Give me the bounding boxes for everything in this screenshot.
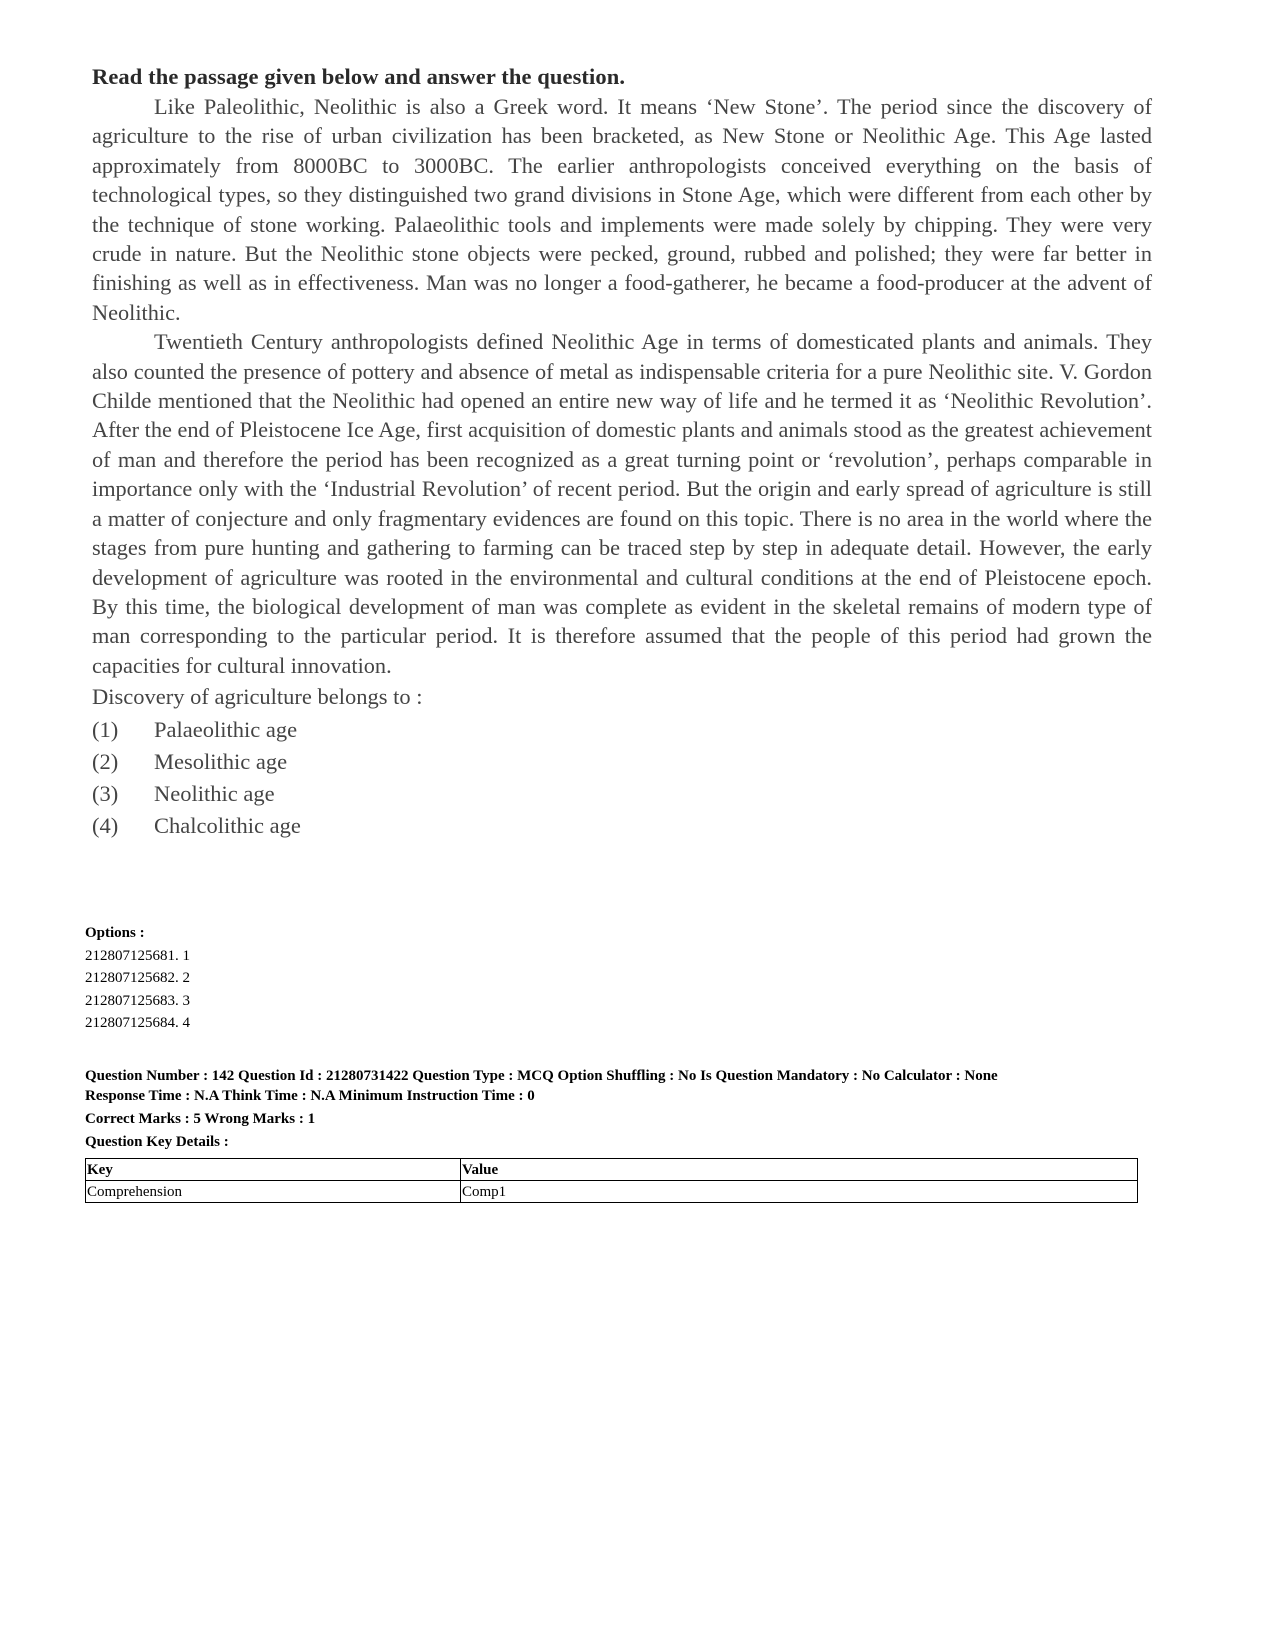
option-item: 212807125681. 1	[85, 947, 190, 964]
options-title: Options :	[85, 925, 145, 941]
choice-text: Mesolithic age	[154, 749, 288, 775]
table-header-row	[86, 1159, 1138, 1181]
table-header-value: Value	[461, 1159, 1138, 1181]
choice-item	[92, 810, 1152, 842]
key-details-label: Question Key Details :	[85, 1134, 229, 1150]
passage-paragraph-2: Twentieth Century anthropologists defined Neolithic Age in terms of domesticated plants and animals. They also counted the presence of pottery and absence of metal as indispensable criteria for a pure Neolithic site. V. Gordon Childe mentioned that the Neolithic had opened an entire new way of life and he termed it as ‘Neolithic Revolution’. After the end of Pleistocene Ice Age, first acquisition of domestic plants and animals stood as the greatest achievement of man and therefore the period has been recognized as a great turning point or ‘revolution’, perhaps comparable in importance only with the ‘Industrial Revolution’ of recent period. But the origin and early spread of agriculture is still a matter of conjecture and only fragmentary evidences are found on this topic. There is no area in the world where the stages from pure hunting and gathering to farming can be traced step by step in adequate detail. However, the early development of agriculture was rooted in the environmental and cultural conditions at the end of Pleistocene epoch. By this time, the biological development of man was complete as evident in the skeletal remains of modern type of man corresponding to the particular period. It is therefore assumed that the people of this period had grown the capacities for cultural innovation.	[92, 329, 1152, 678]
choice-item	[92, 778, 1152, 810]
choice-text: Palaeolithic age	[154, 717, 298, 743]
choice-item	[92, 746, 1152, 778]
choice-text: Chalcolithic age	[154, 813, 301, 839]
passage-paragraph-1: Like Paleolithic, Neolithic is also a Greek word. It means ‘New Stone’. The period since the discovery of agriculture to the rise of urban civilization has been bracketed, as New Stone or Neolithic Age. This Age lasted approximately from 8000BC to 3000BC. The earlier anthropologists conceived everything on the basis of technological types, so they distinguished two grand divisions in Stone Age, which were different from each other by the technique of stone working. Palaeolithic tools and implements were made solely by chipping. They were very crude in nature. But the Neolithic stone objects were pecked, ground, rubbed and polished; they were far better in finishing as well as in effectiveness. Man was no longer a food-gatherer, he became a food-producer at the advent of Neolithic.	[92, 94, 1152, 325]
choice-number: (4)	[92, 813, 119, 839]
choice-number: (3)	[92, 781, 119, 807]
key-details-table	[85, 1158, 1138, 1203]
option-item: 212807125684. 4	[85, 1015, 190, 1031]
question-meta	[85, 1066, 1145, 1152]
option-item: 212807125683. 3	[85, 992, 190, 1009]
choice-number: (1)	[92, 717, 119, 743]
options-block	[85, 922, 190, 1035]
table-cell-value: Comp1	[461, 1181, 1138, 1203]
marks-meta-line: Correct Marks : 5 Wrong Marks : 1	[85, 1111, 316, 1127]
choice-list	[92, 714, 1152, 842]
timing-meta-line: Response Time : N.A Think Time : N.A Minimum Instruction Time : 0	[85, 1088, 535, 1104]
choice-text: Neolithic age	[154, 781, 275, 807]
question-passage-image	[92, 56, 1152, 842]
question-meta-line: Question Number : 142 Question Id : 21280731422 Question Type : MCQ Option Shuffling : No Is Question Mandatory : No Calculator : None	[85, 1068, 998, 1084]
option-item: 212807125682. 2	[85, 970, 190, 986]
passage-heading: Read the passage given below and answer the question.	[92, 64, 626, 89]
choice-item	[92, 714, 1152, 746]
table-cell-key: Comprehension	[86, 1181, 461, 1203]
table-header-key: Key	[86, 1159, 461, 1181]
question-text: Discovery of agriculture belongs to :	[92, 684, 423, 710]
choice-number: (2)	[92, 749, 119, 775]
table-row	[86, 1181, 1138, 1203]
